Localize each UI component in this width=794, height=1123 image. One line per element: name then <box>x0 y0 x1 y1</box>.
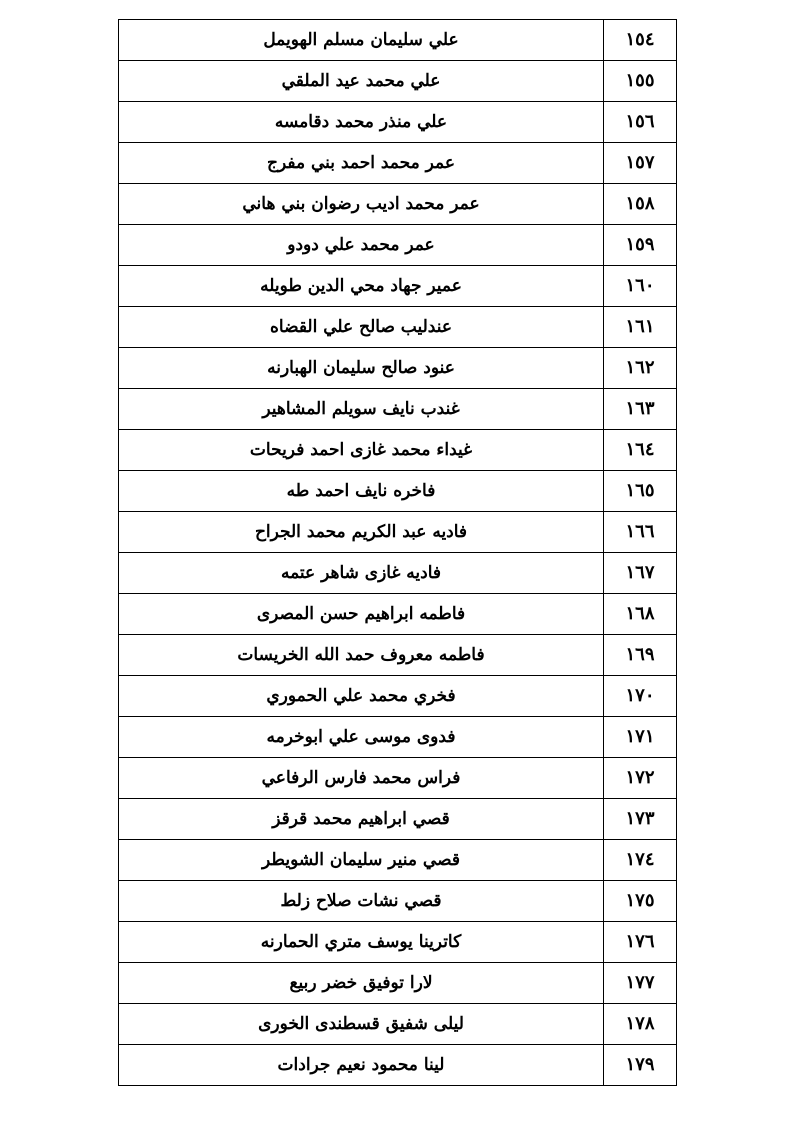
table-row <box>119 184 677 225</box>
table-row <box>119 881 677 922</box>
row-name: فخري محمد علي الحموري <box>119 676 604 717</box>
table-row <box>119 20 677 61</box>
row-number: ١٧٣ <box>604 799 677 840</box>
row-name: فاطمه معروف حمد الله الخريسات <box>119 635 604 676</box>
table-row <box>119 61 677 102</box>
row-name: عمير جهاد محي الدين طويله <box>119 266 604 307</box>
table-row <box>119 266 677 307</box>
table-row <box>119 1004 677 1045</box>
row-number: ١٧٦ <box>604 922 677 963</box>
row-number: ١٦٧ <box>604 553 677 594</box>
row-number: ١٦٩ <box>604 635 677 676</box>
row-number: ١٥٤ <box>604 20 677 61</box>
table-row <box>119 471 677 512</box>
row-number: ١٦٢ <box>604 348 677 389</box>
table-row <box>119 389 677 430</box>
row-number: ١٧٢ <box>604 758 677 799</box>
table-row <box>119 1045 677 1086</box>
row-number: ١٦٠ <box>604 266 677 307</box>
row-name: لارا توفيق خضر ربيع <box>119 963 604 1004</box>
row-name: ليلى شفيق قسطندى الخورى <box>119 1004 604 1045</box>
row-number: ١٧٩ <box>604 1045 677 1086</box>
table-row <box>119 307 677 348</box>
row-name: قصي ابراهيم محمد قرقز <box>119 799 604 840</box>
row-number: ١٧٤ <box>604 840 677 881</box>
row-name: عندليب صالح علي القضاه <box>119 307 604 348</box>
table-row <box>119 225 677 266</box>
row-name: عمر محمد اديب رضوان بني هاني <box>119 184 604 225</box>
table-row <box>119 102 677 143</box>
row-number: ١٥٦ <box>604 102 677 143</box>
row-name: غيداء محمد غازى احمد فريحات <box>119 430 604 471</box>
row-name: فاطمه ابراهيم حسن المصرى <box>119 594 604 635</box>
row-number: ١٧٨ <box>604 1004 677 1045</box>
row-number: ١٧١ <box>604 717 677 758</box>
names-table <box>118 19 677 1086</box>
row-name: عنود صالح سليمان الهبارنه <box>119 348 604 389</box>
table-row <box>119 143 677 184</box>
table-row <box>119 758 677 799</box>
table-row <box>119 594 677 635</box>
table-row <box>119 799 677 840</box>
row-number: ١٥٩ <box>604 225 677 266</box>
row-name: كاترينا يوسف متري الحمارنه <box>119 922 604 963</box>
table-row <box>119 635 677 676</box>
row-name: غندب نايف سويلم المشاهير <box>119 389 604 430</box>
table-row <box>119 840 677 881</box>
row-name: فاديه غازى شاهر عتمه <box>119 553 604 594</box>
row-number: ١٦٨ <box>604 594 677 635</box>
row-name: عمر محمد علي دودو <box>119 225 604 266</box>
row-name: علي منذر محمد دقامسه <box>119 102 604 143</box>
table-row <box>119 922 677 963</box>
row-name: قصي منير سليمان الشويطر <box>119 840 604 881</box>
table-row <box>119 512 677 553</box>
row-number: ١٥٧ <box>604 143 677 184</box>
row-number: ١٥٨ <box>604 184 677 225</box>
row-number: ١٦٤ <box>604 430 677 471</box>
row-number: ١٦١ <box>604 307 677 348</box>
row-number: ١٦٥ <box>604 471 677 512</box>
row-name: علي سليمان مسلم الهويمل <box>119 20 604 61</box>
row-name: فاديه عبد الكريم محمد الجراح <box>119 512 604 553</box>
table-row <box>119 717 677 758</box>
row-name: علي محمد عيد الملقي <box>119 61 604 102</box>
row-name: قصي نشات صلاح زلط <box>119 881 604 922</box>
table-row <box>119 963 677 1004</box>
table-row <box>119 676 677 717</box>
table-row <box>119 430 677 471</box>
row-number: ١٧٥ <box>604 881 677 922</box>
row-number: ١٦٣ <box>604 389 677 430</box>
table-row <box>119 348 677 389</box>
row-number: ١٧٠ <box>604 676 677 717</box>
names-table-body <box>119 20 677 1086</box>
row-number: ١٥٥ <box>604 61 677 102</box>
table-row <box>119 553 677 594</box>
row-number: ١٧٧ <box>604 963 677 1004</box>
row-name: فدوى موسى علي ابوخرمه <box>119 717 604 758</box>
row-number: ١٦٦ <box>604 512 677 553</box>
row-name: عمر محمد احمد بني مفرج <box>119 143 604 184</box>
row-name: فراس محمد فارس الرفاعي <box>119 758 604 799</box>
row-name: لينا محمود نعيم جرادات <box>119 1045 604 1086</box>
row-name: فاخره نايف احمد طه <box>119 471 604 512</box>
